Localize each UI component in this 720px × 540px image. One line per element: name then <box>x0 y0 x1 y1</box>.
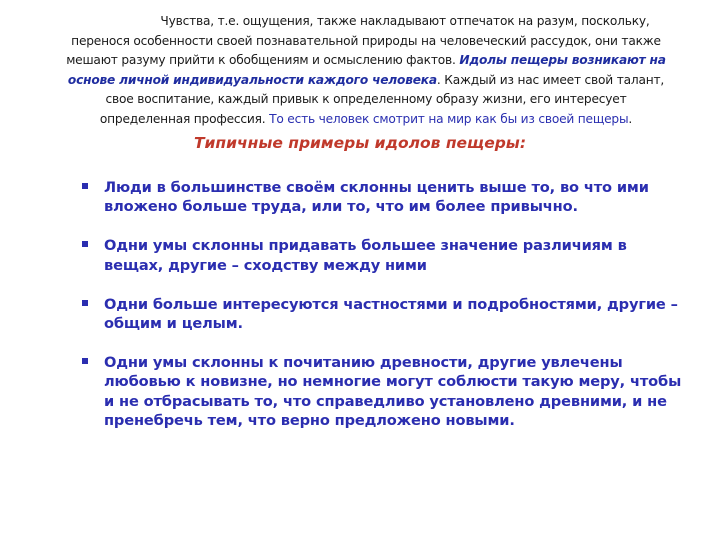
bullet-list <box>82 178 682 430</box>
bullet-item <box>82 178 682 216</box>
bullet-text: Одни умы склонны к почитанию древности, другие увлечены любовью к новизне, но немногие могут соблюсти такую меру, чтобы и не отбрасывать то, что справедливо установлено древними, и не пренебречь тем, что верно предложено новыми. <box>104 354 682 429</box>
section-subtitle: Типичные примеры идолов пещеры: <box>193 134 527 152</box>
bullet-item <box>82 295 682 333</box>
intro-paragraph <box>60 12 672 130</box>
bullet-text: Одни больше интересуются частностями и подробностями, другие – общим и целым. <box>104 295 678 333</box>
bullet-text: Люди в большинстве своём склонны ценить выше то, во что ими вложено больше труда, или то, что им более привычно. <box>104 179 649 216</box>
bullet-square-icon <box>82 241 88 247</box>
bullet-text: Одни умы склонны придавать большее значение различиям в вещах, другие – сходству между ними <box>104 237 627 274</box>
bullet-square-icon <box>82 183 88 189</box>
intro-ending: То есть человек смотрит на мир как бы из своей пещеры <box>269 111 629 126</box>
bullet-square-icon <box>82 358 88 364</box>
intro-text: Чувства, т.е. ощущения, также накладывают отпечаток на разум, поскольку, перенося особенности своей познавательной природы на человеческий рассудок, они также мешают разуму прийти к обобщениям и осмыслению фактов. <box>66 14 661 68</box>
intro-middle: . Каждый из нас имеет свой талант, свое воспитание, каждый привык к определенному образу жизни, его интересует определенная профессия. <box>99 72 665 126</box>
bullet-square-icon <box>82 300 88 306</box>
intro-ending-period: . <box>628 111 633 126</box>
bullet-item <box>82 353 682 430</box>
intro-highlight: Идолы пещеры возникают на основе личной индивидуальности каждого человека <box>67 53 666 87</box>
bullet-item <box>82 236 682 274</box>
